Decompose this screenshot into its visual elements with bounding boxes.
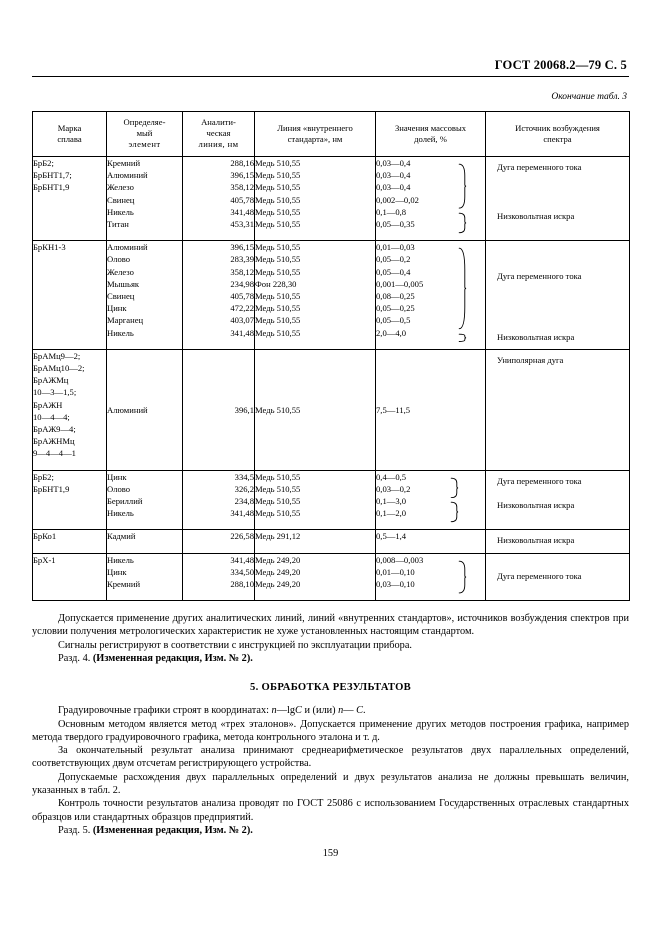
alloy-mark: БрАЖМц xyxy=(33,375,69,386)
mass-fraction-value: 0,1—2,0 xyxy=(376,508,407,519)
s5-p1-var-c2: C xyxy=(356,705,364,717)
cell-element xyxy=(107,530,183,553)
excitation-source-label: Низковольтная искра xyxy=(497,210,575,221)
element-name: Цинк xyxy=(107,566,127,577)
notes-block xyxy=(32,612,629,665)
internal-standard-line: Медь 510,55 xyxy=(255,266,301,277)
cell-internal-standard xyxy=(255,157,376,241)
mass-fraction-value: 0,5—1,4 xyxy=(376,531,407,542)
s5-p1-var-n2: n xyxy=(338,705,344,717)
standard-reference: ГОСТ 20068.2—79 С. 5 xyxy=(494,58,627,72)
mass-fraction-value: 0,03—0,4 xyxy=(376,170,411,181)
element-name: Никель xyxy=(107,554,134,565)
table-row xyxy=(33,470,630,530)
internal-standard-line: Медь 510,55 xyxy=(255,219,301,230)
internal-standard-line: Медь 510,55 xyxy=(255,404,301,415)
mass-fraction-value: 7,5—11,5 xyxy=(376,404,411,415)
grouping-brace xyxy=(458,333,467,343)
internal-standard-line: Медь 510,55 xyxy=(255,508,301,519)
internal-standard-line: Медь 291,12 xyxy=(255,531,301,542)
header-rule xyxy=(32,76,629,77)
alloy-mark: БрБНТ1,9 xyxy=(33,483,70,494)
analytic-line-value: 334,5 xyxy=(234,471,254,482)
internal-standard-line: Медь 510,55 xyxy=(255,194,301,205)
analytic-line-value: 341,48 xyxy=(230,206,254,217)
col-head-internal-standard: Линия «внутреннего стандарта», нм xyxy=(255,112,376,157)
cell-excitation-source xyxy=(486,553,630,601)
excitation-source-label: Дуга переменного тока xyxy=(497,570,582,581)
cell-alloy-mark xyxy=(33,470,107,530)
cell-analytic-line xyxy=(183,157,255,241)
cell-element xyxy=(107,241,183,350)
grouping-brace xyxy=(450,477,459,499)
cell-excitation-source xyxy=(486,157,630,241)
excitation-source-label: Дуга переменного тока xyxy=(497,162,582,172)
internal-standard-line: Медь 510,55 xyxy=(255,254,301,265)
mass-fraction-value: 0,1—0,8 xyxy=(376,206,407,217)
excitation-source-label: Униполярная дуга xyxy=(497,354,564,365)
alloy-mark: БрАЖ9—4; xyxy=(33,424,76,434)
table-header xyxy=(33,112,630,157)
cell-excitation-source xyxy=(486,241,630,350)
cell-mass-fraction xyxy=(376,553,486,601)
cell-alloy-mark xyxy=(33,241,107,350)
page-header xyxy=(32,58,629,73)
internal-standard-line: Медь 510,55 xyxy=(255,242,301,253)
cell-element xyxy=(107,157,183,241)
mass-fraction-value: 0,01—0,03 xyxy=(376,242,415,253)
grouping-brace xyxy=(458,212,467,234)
mass-fraction-value: 0,4—0,5 xyxy=(376,471,407,482)
cell-mass-fraction xyxy=(376,530,486,553)
element-name: Свинец xyxy=(107,291,135,301)
s5-paragraph-5: Контроль точности результатов анализа проводят по ГОСТ 25086 с использованием Государственных отраслевых стандартных образцов или стандартных образцов предприятий. xyxy=(32,798,629,823)
alloy-mark: БрКН1-3 xyxy=(33,242,66,253)
analytic-line-value: 396,15 xyxy=(230,170,254,181)
analytic-line-value: 453,31 xyxy=(230,219,254,230)
page-number: 159 xyxy=(322,848,339,859)
alloy-mark: БрБ2; xyxy=(33,158,54,168)
analytic-line-value: 396,15 xyxy=(230,242,254,253)
alloy-mark: БрБНТ1,7; xyxy=(33,170,72,181)
internal-standard-line: Медь 249,20 xyxy=(255,578,301,589)
element-name: Алюминий xyxy=(107,242,148,253)
cell-excitation-source xyxy=(486,349,630,470)
excitation-source-label: Дуга переменного тока xyxy=(497,475,582,486)
cell-internal-standard xyxy=(255,553,376,601)
table-row xyxy=(33,553,630,601)
element-name: Железо xyxy=(107,266,134,277)
cell-mass-fraction xyxy=(376,470,486,530)
table-body xyxy=(33,157,630,601)
s5-p1-a: Градуировочные графики строят в координатах: xyxy=(58,705,272,717)
revision-note-5: (Измененная редакция, Изм. № 2). xyxy=(92,824,253,836)
col-head-analytic-line: Аналити- ческая линия, нм xyxy=(183,112,255,157)
element-name: Олово xyxy=(107,483,131,494)
table-header-row xyxy=(33,112,630,157)
s5-p1-b4: . xyxy=(363,705,366,717)
mass-fraction-value: 0,008—0,003 xyxy=(376,554,424,565)
element-name: Кадмий xyxy=(107,531,136,542)
s5-p1-b3: — xyxy=(343,705,357,717)
cell-internal-standard xyxy=(255,349,376,470)
analytic-line-value: 396,1 xyxy=(234,404,254,415)
analytic-line-value: 405,78 xyxy=(230,194,254,205)
s5-paragraph-6 xyxy=(32,824,629,837)
col-head-alloy-mark: Марка сплава xyxy=(33,112,107,157)
note-paragraph-2: Сигналы регистрируют в соответствии с инструкцией по эксплуатации прибора. xyxy=(58,639,412,651)
mass-fraction-value: 0,001—0,005 xyxy=(376,278,424,289)
internal-standard-line: Медь 249,20 xyxy=(255,566,301,577)
element-name: Цинк xyxy=(107,303,127,314)
alloy-mark: 10—4—4; xyxy=(33,411,70,422)
s5-p1-b2: и (или) xyxy=(301,705,339,717)
cell-mass-fraction xyxy=(376,157,486,241)
revision-note-4: (Измененная редакция, Изм. № 2). xyxy=(92,653,253,664)
s5-paragraph-3: За окончательный результат анализа принимают среднеарифметическое результатов двух параллельных определений, соответствующих двум отсчетам регистрирующего устройства. xyxy=(32,745,629,770)
grouping-brace xyxy=(458,560,467,594)
spectral-analysis-table xyxy=(32,111,630,601)
element-name: Мышьяк xyxy=(107,278,140,289)
internal-standard-line: Медь 249,20 xyxy=(255,554,301,565)
grouping-brace xyxy=(458,247,467,330)
note-paragraph-1: Допускается применение других аналитических линий, линий «внутренних стандартов», источников возбуждения спектров при условии получения метрологических характеристик не хуже установленных настоящим стандартом. xyxy=(32,613,629,638)
cell-element xyxy=(107,470,183,530)
analytic-line-value: 341,48 xyxy=(230,327,254,338)
alloy-mark: БрХ-1 xyxy=(33,554,56,565)
internal-standard-line: Медь 510,55 xyxy=(255,495,301,506)
cell-internal-standard xyxy=(255,530,376,553)
alloy-mark: БрАЖН xyxy=(33,399,63,410)
element-name: Свинец xyxy=(107,194,135,205)
analytic-line-value: 358,12 xyxy=(230,266,254,277)
internal-standard-line: Медь 510,55 xyxy=(255,315,301,326)
s5-p1-b1: —lg xyxy=(276,705,295,717)
internal-standard-line: Медь 510,55 xyxy=(255,483,301,494)
internal-standard-line: Медь 510,55 xyxy=(255,170,301,181)
alloy-mark: БрАМц9—2; xyxy=(33,350,81,361)
table-continuation-note: Окончание табл. 3 xyxy=(551,92,627,102)
alloy-mark: БрАМц10—2; xyxy=(33,362,85,373)
analytic-line-value: 326,2 xyxy=(234,483,254,494)
cell-internal-standard xyxy=(255,470,376,530)
grouping-brace xyxy=(458,163,467,209)
internal-standard-line: Медь 510,55 xyxy=(255,182,301,193)
analytic-line-value: 472,22 xyxy=(230,303,254,314)
element-name: Никель xyxy=(107,327,134,338)
analytic-line-value: 405,78 xyxy=(230,291,254,301)
mass-fraction-value: 0,05—0,25 xyxy=(376,303,415,314)
cell-element xyxy=(107,349,183,470)
cell-analytic-line xyxy=(183,349,255,470)
internal-standard-line: Медь 510,55 xyxy=(255,327,301,338)
excitation-source-label: Дуга переменного тока xyxy=(497,270,582,281)
s5-p1-var-c1: C xyxy=(295,705,302,717)
mass-fraction-value: 0,05—0,4 xyxy=(376,266,411,277)
element-name: Никель xyxy=(107,206,134,217)
analytic-line-value: 226,58 xyxy=(230,531,254,542)
element-name: Марганец xyxy=(107,315,144,326)
excitation-source-label: Низковольтная искра xyxy=(497,499,575,510)
analytic-line-value: 341,48 xyxy=(230,508,254,519)
excitation-source-label: Низковольтная искра xyxy=(497,331,575,342)
internal-standard-line: Медь 510,55 xyxy=(255,471,301,482)
internal-standard-line: Медь 510,55 xyxy=(255,206,301,217)
mass-fraction-value: 0,05—0,5 xyxy=(376,315,411,326)
cell-element xyxy=(107,553,183,601)
mass-fraction-value: 0,03—0,2 xyxy=(376,483,411,494)
analytic-line-value: 234,8 xyxy=(234,495,254,506)
excitation-source-label: Низковольтная искра xyxy=(497,535,575,546)
internal-standard-line: Медь 510,55 xyxy=(255,303,301,314)
cell-mass-fraction xyxy=(376,349,486,470)
mass-fraction-value: 0,03—0,4 xyxy=(376,158,411,168)
revision-label-5: Разд. 5. xyxy=(58,824,93,836)
alloy-mark: БрАЖНМц xyxy=(33,436,75,447)
cell-excitation-source xyxy=(486,530,630,553)
element-name: Цинк xyxy=(107,471,127,482)
mass-fraction-value: 2,0—4,0 xyxy=(376,327,407,338)
note-paragraph-3 xyxy=(32,652,629,665)
grouping-brace xyxy=(450,501,459,523)
col-head-excitation-source: Источник возбуждения спектра xyxy=(486,112,630,157)
table-row xyxy=(33,241,630,350)
analytic-line-value: 288,16 xyxy=(230,158,254,168)
cell-internal-standard xyxy=(255,241,376,350)
element-name: Железо xyxy=(107,182,134,193)
s5-paragraph-2: Основным методом является метод «трех эталонов». Допускается применение других методов построения графика, например метода твердого градуировочного графика, метода контрольного эталона и т. д. xyxy=(32,718,629,743)
element-name: Титан xyxy=(107,219,129,230)
cell-alloy-mark xyxy=(33,157,107,241)
mass-fraction-value: 0,03—0,4 xyxy=(376,182,411,193)
s5-paragraph-4: Допускаемые расхождения двух параллельных определений и двух результатов анализа не должны превышать величин, указанных в табл. 2. xyxy=(32,771,629,796)
mass-fraction-value: 0,05—0,2 xyxy=(376,254,411,265)
cell-excitation-source xyxy=(486,470,630,530)
element-name: Никель xyxy=(107,508,134,519)
analytic-line-value: 234,98 xyxy=(230,278,254,289)
element-name: Алюминий xyxy=(107,404,148,415)
analytic-line-value: 341,48 xyxy=(230,554,254,565)
alloy-mark: 9—4—4—1 xyxy=(33,448,76,459)
cell-alloy-mark xyxy=(33,530,107,553)
table-row xyxy=(33,530,630,553)
cell-mass-fraction xyxy=(376,241,486,350)
cell-analytic-line xyxy=(183,241,255,350)
cell-alloy-mark xyxy=(33,349,107,470)
alloy-mark: БрБ2; xyxy=(33,471,54,482)
cell-alloy-mark xyxy=(33,553,107,601)
analytic-line-value: 283,39 xyxy=(230,254,254,265)
table-row xyxy=(33,349,630,470)
cell-analytic-line xyxy=(183,553,255,601)
analytic-line-value: 358,12 xyxy=(230,182,254,193)
mass-fraction-value: 0,08—0,25 xyxy=(376,291,415,301)
section-5-body xyxy=(32,704,629,837)
mass-fraction-value: 0,002—0,02 xyxy=(376,194,419,205)
internal-standard-line: Медь 510,55 xyxy=(255,158,301,168)
element-name: Олово xyxy=(107,254,131,265)
mass-fraction-value: 0,03—0,10 xyxy=(376,578,415,589)
element-name: Кремний xyxy=(107,158,141,168)
analytic-line-value: 334,50 xyxy=(230,566,254,577)
analytic-line-value: 403,07 xyxy=(230,315,254,326)
alloy-mark: БрКо1 xyxy=(33,531,57,542)
mass-fraction-value: 0,01—0,10 xyxy=(376,566,415,577)
element-name: Бериллий xyxy=(107,495,143,506)
element-name: Кремний xyxy=(107,578,141,589)
mass-fraction-value: 0,05—0,35 xyxy=(376,219,415,230)
revision-label-4: Разд. 4. xyxy=(58,653,93,664)
s5-p1-var-n1: n xyxy=(271,705,277,717)
alloy-mark: 10—3—1,5; xyxy=(33,387,77,398)
analytic-line-value: 288,10 xyxy=(230,578,254,589)
element-name: Алюминий xyxy=(107,170,148,181)
col-head-mass-fraction: Значения массовых долей, % xyxy=(376,112,486,157)
section-5-heading: 5. ОБРАБОТКА РЕЗУЛЬТАТОВ xyxy=(250,682,411,694)
mass-fraction-value: 0,1—3,0 xyxy=(376,495,407,506)
cell-analytic-line xyxy=(183,530,255,553)
col-head-element: Определяе- мый элемент xyxy=(107,112,183,157)
table-row xyxy=(33,157,630,241)
s5-paragraph-1 xyxy=(32,704,629,717)
alloy-mark: БрБНТ1,9 xyxy=(33,182,70,193)
cell-analytic-line xyxy=(183,470,255,530)
internal-standard-line: Фон 228,30 xyxy=(255,278,297,289)
internal-standard-line: Медь 510,55 xyxy=(255,291,301,301)
